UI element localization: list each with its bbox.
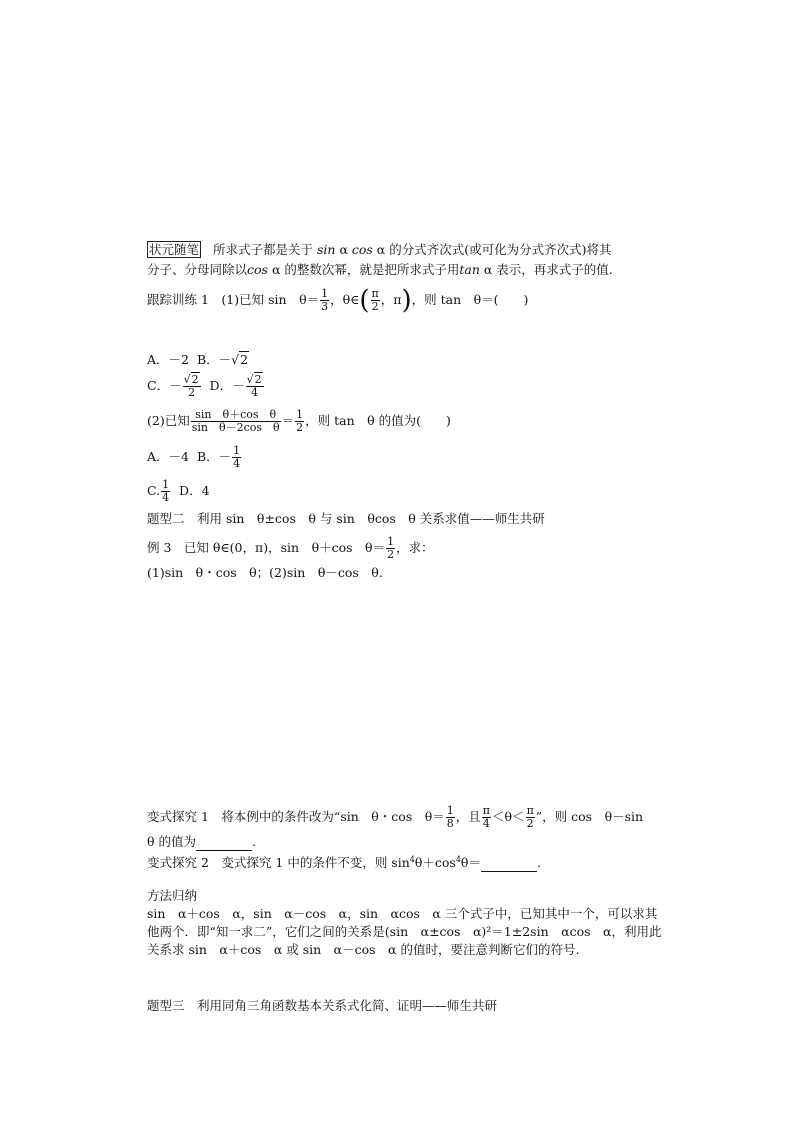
method-title: 方法归纳 [147,888,198,903]
fraction: $\frac{\pi}{2}$ [526,804,534,830]
training1-q1: 跟踪训练 1 (1)已知 sin θ＝ $\frac{1}{3}$ ，θ∈( $\frac{\pi}{2}$ ，π)，则 tan θ＝( ) [147,285,529,316]
example3-parts: (1)sin θ・cos θ；(2)sin θ－cos θ. [147,565,383,580]
training1-q2: (2)已知 $\frac{\text{sin θ＋cos θ}}{\text{sin θ－2cos θ}}$ ＝ $\frac{1}{2}$ ，则 tan θ 的值为( ) [147,408,451,434]
type2-title: 题型二 利用 sin θ±cos θ 与 sin θcos θ 关系求值——师生共研 [147,511,545,526]
type3-title: 题型三 利用同角三角函数基本关系式化简、证明——师生共研 [147,998,498,1013]
variant1-line-2: θ 的值为 . [147,834,256,849]
fraction: $\frac{\pi}{2}$ [371,287,379,313]
answer-blank[interactable] [481,855,537,872]
method-line-1: sin α＋cos α，sin α－cos α，sin αcos α 三个式子中，已知其中一个，可以求其 [147,906,658,921]
training1-q2-ab: A．－4 B．－ $\frac{1}{4}$ [147,444,241,470]
fraction: $\frac{\text{sin θ＋cos θ}}{\text{sin θ－2cos θ}}$ [191,408,280,434]
training1-q2-cd: C. $\frac{1}{4}$ D．4 [147,478,210,504]
variant2: 变式探究 2 变式探究 1 中的条件不变，则 $\sin^4\theta+\cos^4\theta=$ . [147,855,541,871]
variant1-line-1: 变式探究 1 将本例中的条件改为“sin θ・cos θ＝ $\frac{1}{8}$ ，且 $\frac{\pi}{4}$ ＜θ＜ $\frac{\pi}{2}$ ”，则 cos θ－sin [147,804,644,830]
training1-options-ab: A．－2 B．－√2 [147,352,249,367]
fraction: $\frac{1}{3}$ [321,287,329,313]
note-line-1: 状元随笔 所求式子都是关于 sin α cos α 的分式齐次式(或可化为分式齐次式)将其 [149,242,612,257]
example3: 例 3 已知 θ∈(0，π)，sin θ＋cos θ＝ $\frac{1}{2}$ ，求： [147,535,434,561]
method-line-3: 关系求 sin α＋cos α 或 sin α－cos α 的值时，要注意判断它们的符号. [147,942,580,957]
sqrt-sign: √ [231,352,240,367]
fraction: $\frac{1}{2}$ [296,408,304,434]
fraction: $\frac{1}{4}$ [162,478,170,504]
fraction: $\frac{1}{8}$ [446,804,454,830]
answer-blank[interactable] [196,834,252,851]
fraction: $\frac{1}{4}$ [233,444,241,470]
note-tag: 状元随笔 [149,242,200,257]
method-line-2: 他两个．即“知一求二”，它们之间的关系是(sin α±cos α)²＝1±2sin αcos α，利用此 [147,924,662,939]
fraction: $\frac{1}{2}$ [387,535,395,561]
fraction: $\frac{√2}{2}$ [183,373,199,399]
fraction: $\frac{\pi}{4}$ [482,804,491,830]
note-line-2: 分子、分母同除以cos α 的整数次幂，就是把所求式子用tan α 表示，再求式子的值. [147,262,613,277]
training1-options-cd: C．－ $\frac{√2}{2}$ D．－ $\frac{√2}{4}$ [147,373,262,399]
fraction: $\frac{√2}{4}$ [246,373,262,399]
